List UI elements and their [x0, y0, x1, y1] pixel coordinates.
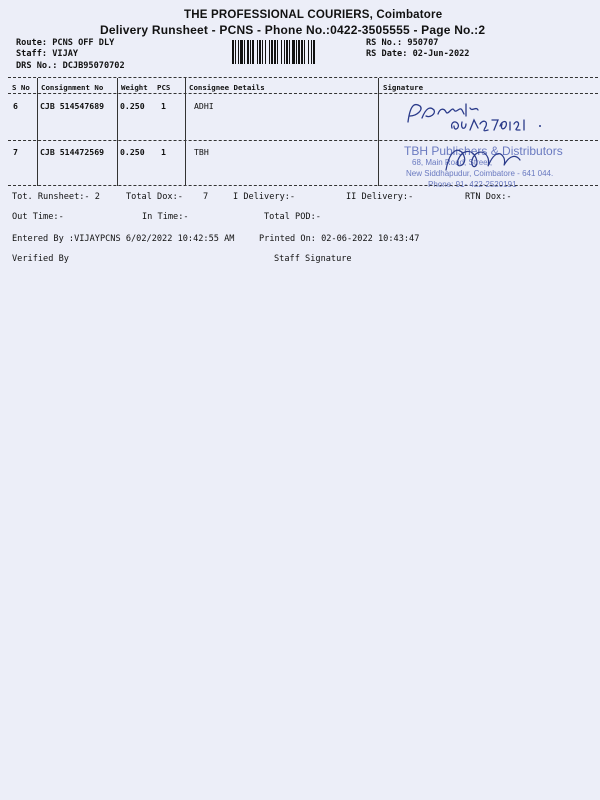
in-time: In Time:- [142, 212, 189, 222]
drs-number: DRS No.: DCJB95070702 [16, 61, 125, 71]
col-divider [37, 78, 38, 186]
stamp-address-2: New Siddhapudur, Coimbatore - 641 044. [406, 169, 554, 178]
entered-by: Entered By :VIJAYPCNS 6/02/2022 10:42:55 AM [12, 234, 235, 244]
rs-date: RS Date: 02-Jun-2022 [366, 49, 470, 59]
verified-by: Verified By [12, 254, 69, 264]
table-header-rule [8, 93, 598, 94]
total-dox-value: 7 [203, 192, 209, 202]
route-label: Route: PCNS OFF DLY [16, 38, 115, 48]
table-top-rule [8, 77, 598, 78]
col-divider [185, 78, 186, 186]
barcode-bar [315, 40, 316, 64]
out-time: Out Time:- [12, 212, 64, 222]
handwritten-signature [400, 96, 560, 138]
row-consignment: CJB 514472569 [40, 147, 105, 157]
rtn-dox: RTN Dox:- [465, 192, 512, 202]
col-header-consignee: Consignee Details [189, 83, 265, 92]
col-header-sno: S No [12, 83, 30, 92]
row-consignee: TBH [194, 147, 209, 157]
company-title: THE PROFESSIONAL COURIERS, Coimbatore [184, 9, 443, 21]
total-runsheet: Tot. Runsheet:- 2 [12, 192, 100, 202]
ii-delivery: II Delivery:- [346, 192, 414, 202]
stamp-phone: Phone: 91- 422-2520191 [428, 180, 517, 189]
i-delivery: I Delivery:- [233, 192, 296, 202]
row-sno: 7 [13, 147, 18, 157]
printed-on: Printed On: 02-06-2022 10:43:47 [259, 234, 420, 244]
barcode [232, 40, 360, 64]
total-pod: Total POD:- [264, 212, 321, 222]
col-header-consignment: Consignment No [41, 83, 104, 92]
stamp-signature-scribble [440, 140, 530, 180]
runsheet-subtitle: Delivery Runsheet - PCNS - Phone No.:0422-3505555 - Page No.:2 [100, 23, 486, 37]
row-consignee: ADHI [194, 101, 214, 111]
row-pcs: 1 [161, 101, 166, 111]
col-header-pcs: PCS [157, 83, 171, 92]
col-header-weight: Weight [121, 83, 148, 92]
row-weight: 0.250 [120, 147, 145, 157]
row-consignment: CJB 514547689 [40, 101, 105, 111]
row-pcs: 1 [161, 147, 166, 157]
staff-signature: Staff Signature [274, 254, 352, 264]
row-weight: 0.250 [120, 101, 145, 111]
col-header-signature: Signature [383, 83, 424, 92]
staff-label: Staff: VIJAY [16, 49, 79, 59]
row-sno: 6 [13, 101, 18, 111]
stamp-address-1: 68, Main Road, Street, [412, 158, 493, 167]
col-divider [378, 78, 379, 186]
col-divider [117, 78, 118, 186]
total-dox-label: Total Dox:- [126, 192, 183, 202]
rs-number: RS No.: 950707 [366, 38, 439, 48]
stamp-company: TBH Publishers & Distributors [404, 144, 563, 158]
